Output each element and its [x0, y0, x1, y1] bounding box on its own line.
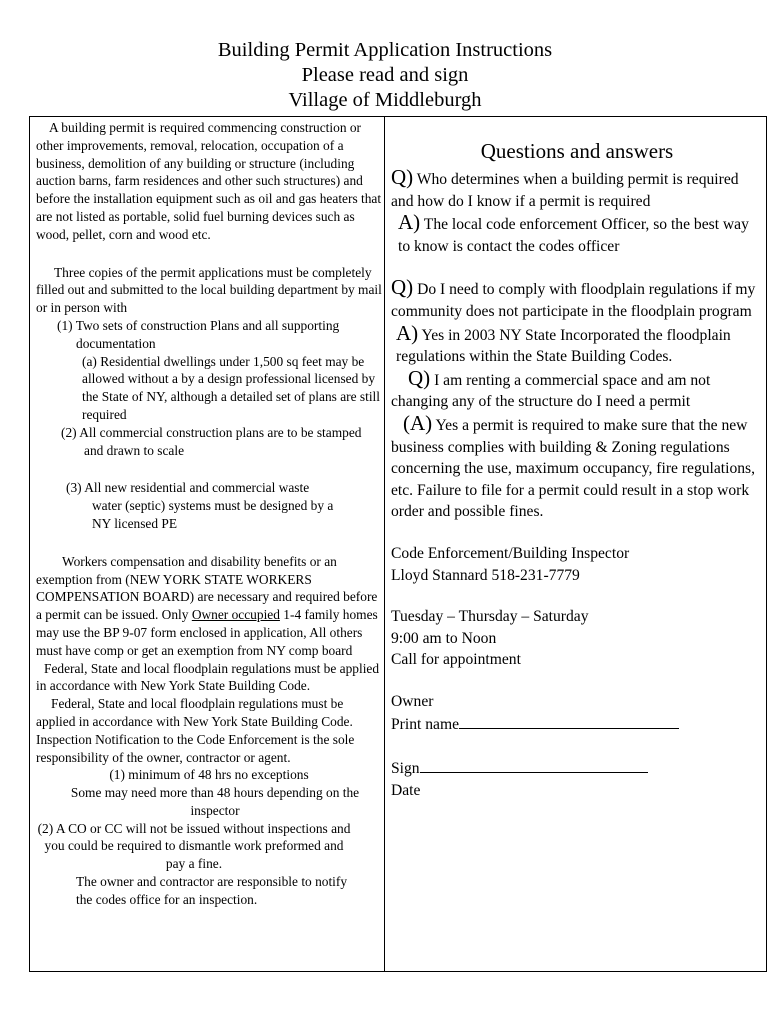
column-divider: [384, 116, 385, 972]
answer-3-text: Yes a permit is required to make sure that the new business complies with building & Zoning regulations concerning the use, maximum occupancy, fire regulations, etc. Failure to file for a permit could result in a stop work order and possible fines.: [391, 416, 756, 521]
requirement-item-3: (3) All new residential and commercial waste water (septic) systems must be designed by a NY licensed PE: [66, 480, 334, 531]
answer-2: [391, 320, 763, 368]
inspector-contact: Lloyd Stannard 518-231-7779: [391, 566, 580, 584]
office-days: Tuesday – Thursday – Saturday: [391, 608, 589, 626]
answer-2-text: Yes in 2003 NY State Incorporated the floodplain regulations within the State Building Codes.: [396, 326, 731, 366]
sign-field[interactable]: [391, 756, 763, 780]
question-3: [391, 365, 763, 413]
question-2: [391, 277, 763, 322]
date-label: Date: [391, 781, 421, 799]
workers-comp-text-1: Workers compensation and disability benefits or an exemption from (NEW YORK STATE WORKERS COMPENSATION BOARD) are necessary and required before a permit can be issued. Only: [36, 553, 378, 623]
signature-line[interactable]: [420, 756, 648, 773]
question-3-text: I am renting a commercial space and am not changing any of the structure do I need a permit: [391, 371, 711, 411]
floodplain-paragraph-2: Federal, State and local floodplain regulations must be applied in accordance with New York State Building Code.: [36, 696, 353, 729]
title-line-3: Village of Middleburgh: [288, 89, 482, 111]
title-line-1: Building Permit Application Instructions: [217, 39, 553, 61]
owner-occupied-term: Owner occupied: [191, 607, 280, 623]
question-2-text: Do I need to comply with floodplain regulations if my community does not participate in the floodplain program: [391, 281, 756, 320]
appointment-note: Call for appointment: [391, 651, 521, 669]
requirement-item-2: (2) All commercial construction plans are to be stamped and drawn to scale: [61, 424, 362, 458]
qa-heading: Questions and answers: [480, 139, 674, 163]
q-marker: Q): [391, 165, 414, 189]
a-marker: A): [396, 320, 419, 345]
qa-column: [391, 137, 763, 801]
a-marker: A): [398, 210, 421, 235]
inspection-rule-1: (1) minimum of 48 hrs no exceptions: [109, 767, 309, 783]
print-name-field[interactable]: [391, 712, 763, 736]
floodplain-paragraph-1: Federal, State and local floodplain regulations must be applied in accordance with New York State Building Code.: [36, 660, 380, 694]
notify-paragraph: The owner and contractor are responsible to notify the codes office for an inspection.: [76, 874, 348, 907]
document-title: [0, 38, 770, 113]
sign-label: Sign: [391, 760, 420, 778]
a-marker: (A): [403, 410, 433, 435]
answer-1: [391, 212, 763, 257]
question-1: [391, 167, 763, 212]
office-hours: 9:00 am to Noon: [391, 629, 497, 647]
copies-paragraph: Three copies of the permit applications must be completely filled out and submitted to the local building department by mail or in person with: [36, 264, 382, 316]
inspection-paragraph: Inspection Notification to the Code Enforcement is the sole responsibility of the owner, contractor or agent.: [36, 731, 355, 765]
q-marker: Q): [391, 275, 414, 300]
print-name-label: Print name: [391, 716, 459, 734]
inspection-rule-2: (2) A CO or CC will not be issued without inspections and you could be required to dismantle work preformed and pay a fine.: [37, 820, 351, 872]
inspection-note: Some may need more than 48 hours depending on the inspector: [70, 785, 360, 818]
intro-paragraph: A building permit is required commencing construction or other improvements, removal, relocation, occupation of a business, demolition of any building or structure (including auction barns, farm residences and other such structures) and before the installation equipment such as oil and gas heaters that are not listed as portable, solid fuel burning devices such as wood, pellet, corn and wood etc.: [36, 120, 382, 242]
requirement-item-1: (1) Two sets of construction Plans and all supporting documentation: [57, 317, 340, 351]
workers-comp-paragraph: [36, 553, 382, 660]
instructions-column: [36, 119, 382, 909]
answer-1-text: The local code enforcement Officer, so the best way to know is contact the codes officer: [398, 216, 749, 255]
inspector-title: Code Enforcement/Building Inspector: [391, 544, 630, 562]
owner-label: Owner: [391, 692, 434, 710]
workers-comp-text-2: 1-4 family homes may use the BP 9-07 form enclosed in application, All others must have comp or get an exemption from NY comp board: [36, 607, 378, 658]
q-marker: Q): [408, 365, 431, 390]
answer-3: [391, 410, 763, 523]
title-line-2: Please read and sign: [301, 64, 469, 86]
requirement-item-1a: (a) Residential dwellings under 1,500 sq feet may be allowed without a by a design professional licensed by the State of NY, although a detailed set of plans are still required: [82, 353, 380, 422]
question-1-text: Who determines when a building permit is required and how do I know if a permit is required: [391, 171, 739, 210]
print-name-line[interactable]: [459, 712, 679, 729]
